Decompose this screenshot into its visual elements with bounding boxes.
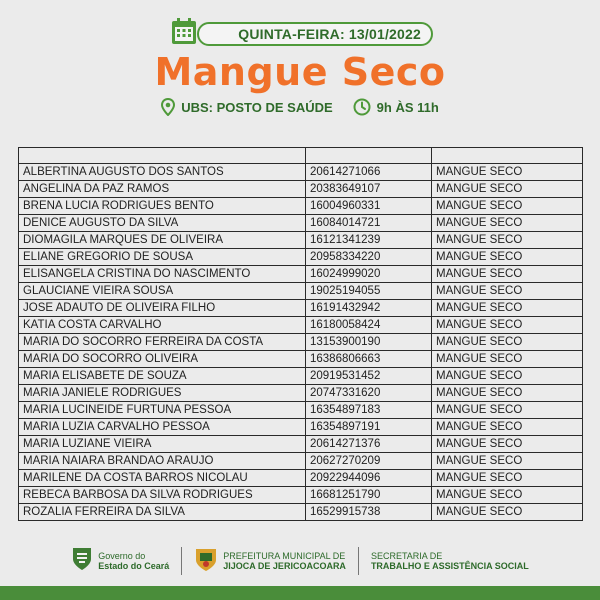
header [0, 0, 600, 130]
table-row [19, 266, 583, 283]
pref-line2: JIJOCA DE JERICOACOARA [223, 561, 346, 571]
id-cell: 20958334220 [306, 249, 432, 266]
place-cell: MANGUE SECO [432, 249, 583, 266]
prefeitura-logo [194, 546, 346, 577]
place-cell: MANGUE SECO [432, 419, 583, 436]
location-label: UBS: POSTO DE SAÚDE [181, 99, 333, 115]
name-cell: ELIANE GREGORIO DE SOUSA [19, 249, 306, 266]
name-cell: MARIA LUZIANE VIEIRA [19, 436, 306, 453]
place-cell: MANGUE SECO [432, 181, 583, 198]
id-cell: 16191432942 [306, 300, 432, 317]
id-cell: 20919531452 [306, 368, 432, 385]
place-cell: MANGUE SECO [432, 453, 583, 470]
name-cell: MARIA LUCINEIDE FURTUNA PESSOA [19, 402, 306, 419]
secretaria-logo [371, 551, 529, 571]
place-cell: MANGUE SECO [432, 198, 583, 215]
id-cell: 16354897183 [306, 402, 432, 419]
name-cell: MARIA DO SOCORRO OLIVEIRA [19, 351, 306, 368]
table-row [19, 334, 583, 351]
id-cell: 16004960331 [306, 198, 432, 215]
table-row [19, 453, 583, 470]
place-cell: MANGUE SECO [432, 317, 583, 334]
footer-divider [358, 547, 359, 575]
table-row [19, 470, 583, 487]
place-cell: MANGUE SECO [432, 266, 583, 283]
id-cell: 16681251790 [306, 487, 432, 504]
id-cell [306, 148, 432, 164]
municipal-crest-icon [194, 546, 218, 577]
table-row [19, 385, 583, 402]
beneficiary-table [18, 147, 582, 521]
name-cell [19, 148, 306, 164]
clock-icon [353, 98, 371, 116]
name-cell: GLAUCIANE VIEIRA SOUSA [19, 283, 306, 300]
table-row [19, 402, 583, 419]
name-cell: DENICE AUGUSTO DA SILVA [19, 215, 306, 232]
name-cell: MARIA LUZIA CARVALHO PESSOA [19, 419, 306, 436]
name-cell: ANGELINA DA PAZ RAMOS [19, 181, 306, 198]
gov-line1: Governo do [98, 551, 146, 561]
place-cell: MANGUE SECO [432, 164, 583, 181]
table-row [19, 351, 583, 368]
table-row [19, 249, 583, 266]
name-cell: MARIA JANIELE RODRIGUES [19, 385, 306, 402]
calendar-icon [170, 16, 200, 46]
id-cell: 16024999020 [306, 266, 432, 283]
table-row [19, 436, 583, 453]
id-cell: 16084014721 [306, 215, 432, 232]
name-cell: ALBERTINA AUGUSTO DOS SANTOS [19, 164, 306, 181]
date-badge [197, 22, 433, 46]
place-cell: MANGUE SECO [432, 334, 583, 351]
gov-line2: Estado do Ceará [98, 561, 170, 571]
sec-line1: SECRETARIA DE [370, 551, 443, 561]
name-cell: JOSE ADAUTO DE OLIVEIRA FILHO [19, 300, 306, 317]
location-time-row [0, 96, 600, 118]
table-row [19, 487, 583, 504]
table-row [19, 368, 583, 385]
place-cell: MANGUE SECO [432, 487, 583, 504]
name-cell: MARILENE DA COSTA BARROS NICOLAU [19, 470, 306, 487]
place-cell: MANGUE SECO [432, 368, 583, 385]
name-cell: ROZALIA FERREIRA DA SILVA [19, 504, 306, 521]
id-cell: 20922944096 [306, 470, 432, 487]
name-cell: KATIA COSTA CARVALHO [19, 317, 306, 334]
id-cell: 20627270209 [306, 453, 432, 470]
id-cell: 16180058424 [306, 317, 432, 334]
id-cell: 16386806663 [306, 351, 432, 368]
bottom-strip [0, 586, 600, 600]
name-cell: ELISANGELA CRISTINA DO NASCIMENTO [19, 266, 306, 283]
table-row [19, 283, 583, 300]
place-cell: MANGUE SECO [432, 504, 583, 521]
table-row [19, 181, 583, 198]
place-cell: MANGUE SECO [432, 215, 583, 232]
date-label: QUINTA-FEIRA: 13/01/2022 [238, 26, 421, 42]
name-cell: REBECA BARBOSA DA SILVA RODRIGUES [19, 487, 306, 504]
place-cell: MANGUE SECO [432, 300, 583, 317]
id-cell: 16529915738 [306, 504, 432, 521]
table-row [19, 198, 583, 215]
place-cell: MANGUE SECO [432, 402, 583, 419]
page-title: Mangue Seco [154, 50, 446, 94]
id-cell: 13153900190 [306, 334, 432, 351]
id-cell: 20747331620 [306, 385, 432, 402]
governo-ceara-logo [71, 546, 169, 577]
name-cell: MARIA DO SOCORRO FERREIRA DA COSTA [19, 334, 306, 351]
name-cell: MARIA NAIARA BRANDAO ARAUJO [19, 453, 306, 470]
id-cell: 19025194055 [306, 283, 432, 300]
sec-line2: TRABALHO E ASSISTÊNCIA SOCIAL [370, 561, 529, 571]
footer-logos [0, 540, 600, 582]
name-cell: DIOMAGILA MARQUES DE OLIVEIRA [19, 232, 306, 249]
place-cell: MANGUE SECO [432, 470, 583, 487]
place-cell: MANGUE SECO [432, 232, 583, 249]
table-row [19, 215, 583, 232]
table-row [19, 300, 583, 317]
place-cell: MANGUE SECO [432, 351, 583, 368]
place-cell [432, 148, 583, 164]
table-row [19, 164, 583, 181]
table-row [19, 504, 583, 521]
name-cell: MARIA ELISABETE DE SOUZA [19, 368, 306, 385]
time-label: 9h ÀS 11h [376, 99, 439, 115]
id-cell: 16354897191 [306, 419, 432, 436]
name-cell: BRENA LUCIA RODRIGUES BENTO [19, 198, 306, 215]
place-cell: MANGUE SECO [432, 283, 583, 300]
place-cell: MANGUE SECO [432, 436, 583, 453]
table-row [19, 317, 583, 334]
state-crest-icon [71, 546, 93, 577]
place-cell: MANGUE SECO [432, 385, 583, 402]
table-row [19, 148, 583, 164]
id-cell: 20614271066 [306, 164, 432, 181]
footer-divider [181, 547, 182, 575]
table-row [19, 232, 583, 249]
id-cell: 16121341239 [306, 232, 432, 249]
location-pin-icon [161, 98, 175, 116]
id-cell: 20614271376 [306, 436, 432, 453]
table-row [19, 419, 583, 436]
pref-line1: PREFEITURA MUNICIPAL DE [223, 551, 346, 561]
id-cell: 20383649107 [306, 181, 432, 198]
